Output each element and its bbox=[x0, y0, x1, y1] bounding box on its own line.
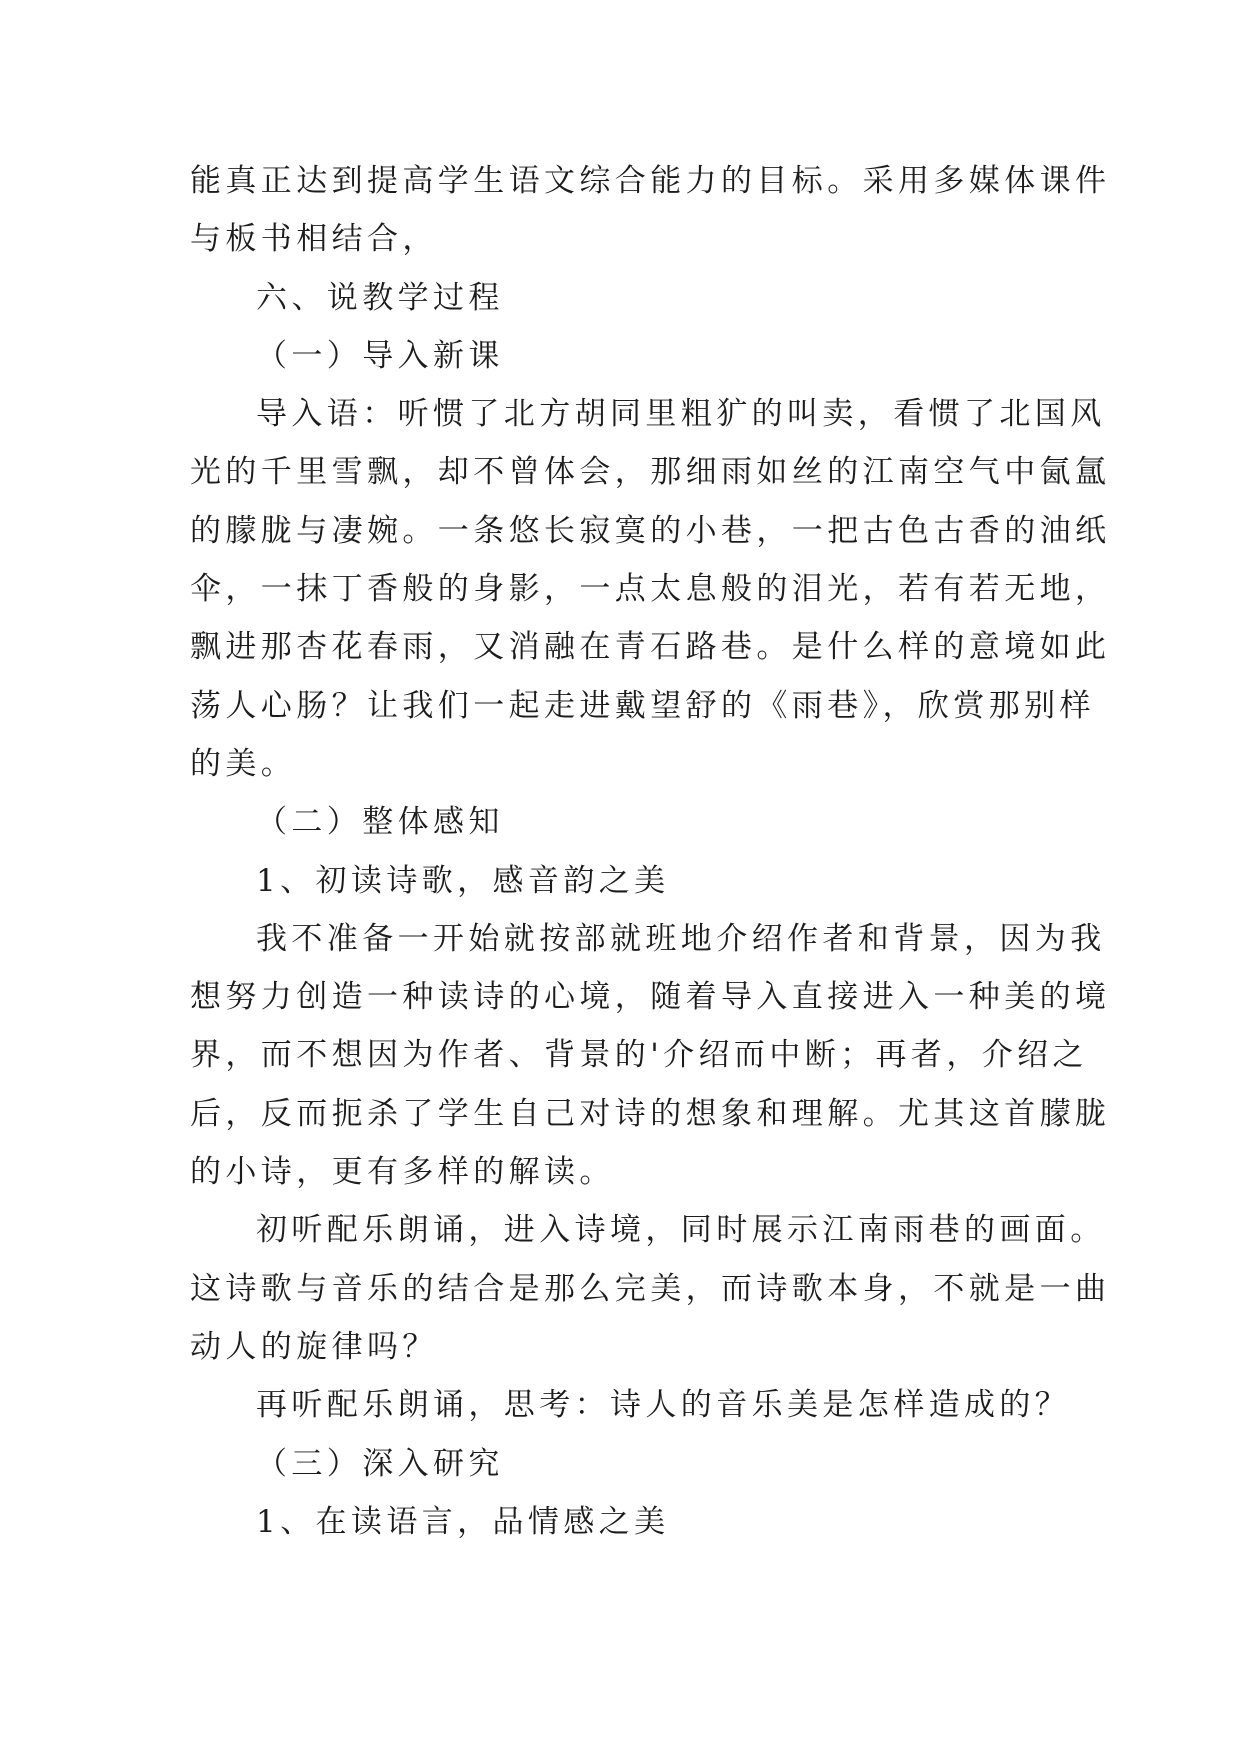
body-text-line: 我不准备一开始就按部就班地介绍作者和背景，因为我 bbox=[256, 920, 1106, 957]
body-text-line: 后，反而扼杀了学生自己对诗的想象和理解。尤其这首朦胧 bbox=[190, 1095, 1111, 1132]
body-text-line: 荡人心肠？让我们一起走进戴望舒的《雨巷》，欣赏那别样 bbox=[190, 687, 1095, 724]
subsection-heading: （一）导入新课 bbox=[256, 337, 504, 374]
body-text-line: 初听配乐朗诵，进入诗境，同时展示江南雨巷的画面。 bbox=[256, 1212, 1106, 1249]
body-text-line: 界，而不想因为作者、背景的'介绍而中断；再者，介绍之 bbox=[190, 1037, 1088, 1074]
body-text-line: 的小诗，更有多样的解读。 bbox=[190, 1154, 615, 1191]
list-item-heading: 1、初读诗歌，感音韵之美 bbox=[256, 862, 670, 899]
body-text-line: 与板书相结合， bbox=[190, 221, 438, 258]
body-text-line: 光的千里雪飘，却不曾体会，那细雨如丝的江南空气中氤氲 bbox=[190, 454, 1111, 491]
document-body bbox=[190, 152, 1111, 1551]
subsection-heading: （二）整体感知 bbox=[256, 804, 504, 841]
section-heading: 六、说教学过程 bbox=[256, 279, 504, 316]
body-text-line: 再听配乐朗诵，思考：诗人的音乐美是怎样造成的？ bbox=[256, 1387, 1071, 1424]
subsection-heading: （三）深入研究 bbox=[256, 1445, 504, 1482]
body-text-line: 的美。 bbox=[190, 745, 297, 782]
body-text-line: 能真正达到提高学生语文综合能力的目标。采用多媒体课件 bbox=[190, 163, 1111, 199]
body-text-line: 飘进那杏花春雨，又消融在青石路巷。是什么样的意境如此 bbox=[190, 629, 1111, 666]
body-text-line: 伞，一抹丁香般的身影，一点太息般的泪光，若有若无地， bbox=[190, 571, 1111, 608]
body-text-line: 动人的旋律吗？ bbox=[190, 1328, 438, 1365]
body-text-line: 这诗歌与音乐的结合是那么完美，而诗歌本身，不就是一曲 bbox=[190, 1270, 1111, 1307]
body-text-line: 的朦胧与凄婉。一条悠长寂寞的小巷，一把古色古香的油纸 bbox=[190, 512, 1111, 549]
list-item-heading: 1、在读语言，品情感之美 bbox=[256, 1503, 670, 1540]
body-text-line: 想努力创造一种读诗的心境，随着导入直接进入一种美的境 bbox=[190, 979, 1111, 1016]
body-text-line: 导入语：听惯了北方胡同里粗犷的叫卖，看惯了北国风 bbox=[256, 396, 1106, 433]
